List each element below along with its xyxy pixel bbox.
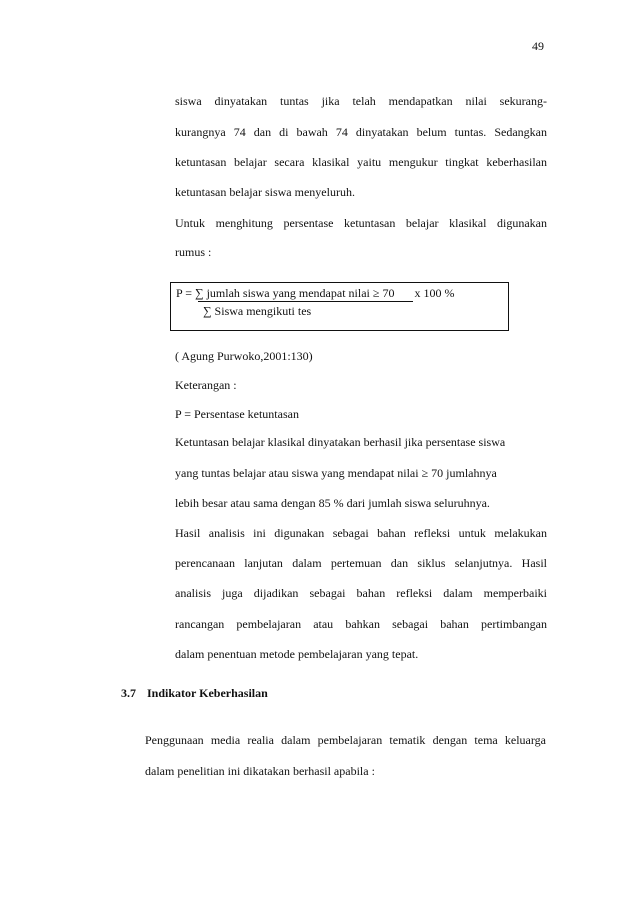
section-heading [121, 686, 268, 701]
paragraph-line: Ketuntasan belajar klasikal dinyatakan berhasil jika persentase siswa [175, 435, 506, 449]
section-title: Indikator Keberhasilan [147, 686, 268, 700]
keterangan-item: P = Persentase ketuntasan [175, 407, 299, 421]
paragraph-line: dalam penelitian ini dikatakan berhasil apabila : [145, 764, 375, 778]
paragraph-line: Penggunaan media realia dalam pembelajaran tematik dengan tema keluarga [145, 733, 546, 747]
paragraph-line: lebih besar atau sama dengan 85 % dari jumlah siswa seluruhnya. [175, 496, 490, 510]
paragraph-line: ketuntasan belajar siswa menyeluruh. [175, 185, 355, 199]
paragraph-line: analisis juga dijadikan sebagai bahan refleksi dalam memperbaiki [175, 586, 547, 600]
formula-multiplier: x 100 % [414, 286, 455, 300]
paragraph-line: rancangan pembelajaran atau bahkan sebagai bahan pertimbangan [175, 617, 547, 631]
citation: ( Agung Purwoko,2001:130) [175, 349, 313, 363]
formula-equals: = [185, 286, 193, 300]
paragraph-line: Hasil analisis ini digunakan sebagai bahan refleksi untuk melakukan [175, 526, 547, 540]
formula-numerator: ∑ jumlah siswa yang mendapat nilai ≥ 70 [195, 286, 395, 300]
formula-denominator: ∑ Siswa mengikuti tes [203, 304, 312, 318]
paragraph-line: kurangnya 74 dan di bawah 74 dinyatakan belum tuntas. Sedangkan [175, 125, 547, 139]
paragraph-line: siswa dinyatakan tuntas jika telah mendapatkan nilai sekurang- [175, 94, 547, 108]
section-number: 3.7 [121, 686, 136, 700]
formula-box [170, 282, 509, 331]
paragraph-line: rumus : [175, 245, 212, 259]
paragraph-line: yang tuntas belajar atau siswa yang mendapat nilai ≥ 70 jumlahnya [175, 466, 497, 480]
paragraph-line: Untuk menghitung persentase ketuntasan belajar klasikal digunakan [175, 216, 547, 230]
formula-numerator-row [176, 286, 454, 301]
fraction-line [198, 301, 413, 302]
page-number: 49 [532, 39, 544, 53]
paragraph-line: dalam penentuan metode pembelajaran yang tepat. [175, 647, 419, 661]
keterangan-label: Keterangan : [175, 378, 237, 392]
paragraph-line: perencanaan lanjutan dalam pertemuan dan siklus selanjutnya. Hasil [175, 556, 547, 570]
formula-lhs: P [176, 286, 183, 300]
paragraph-line: ketuntasan belajar secara klasikal yaitu mengukur tingkat keberhasilan [175, 155, 547, 169]
